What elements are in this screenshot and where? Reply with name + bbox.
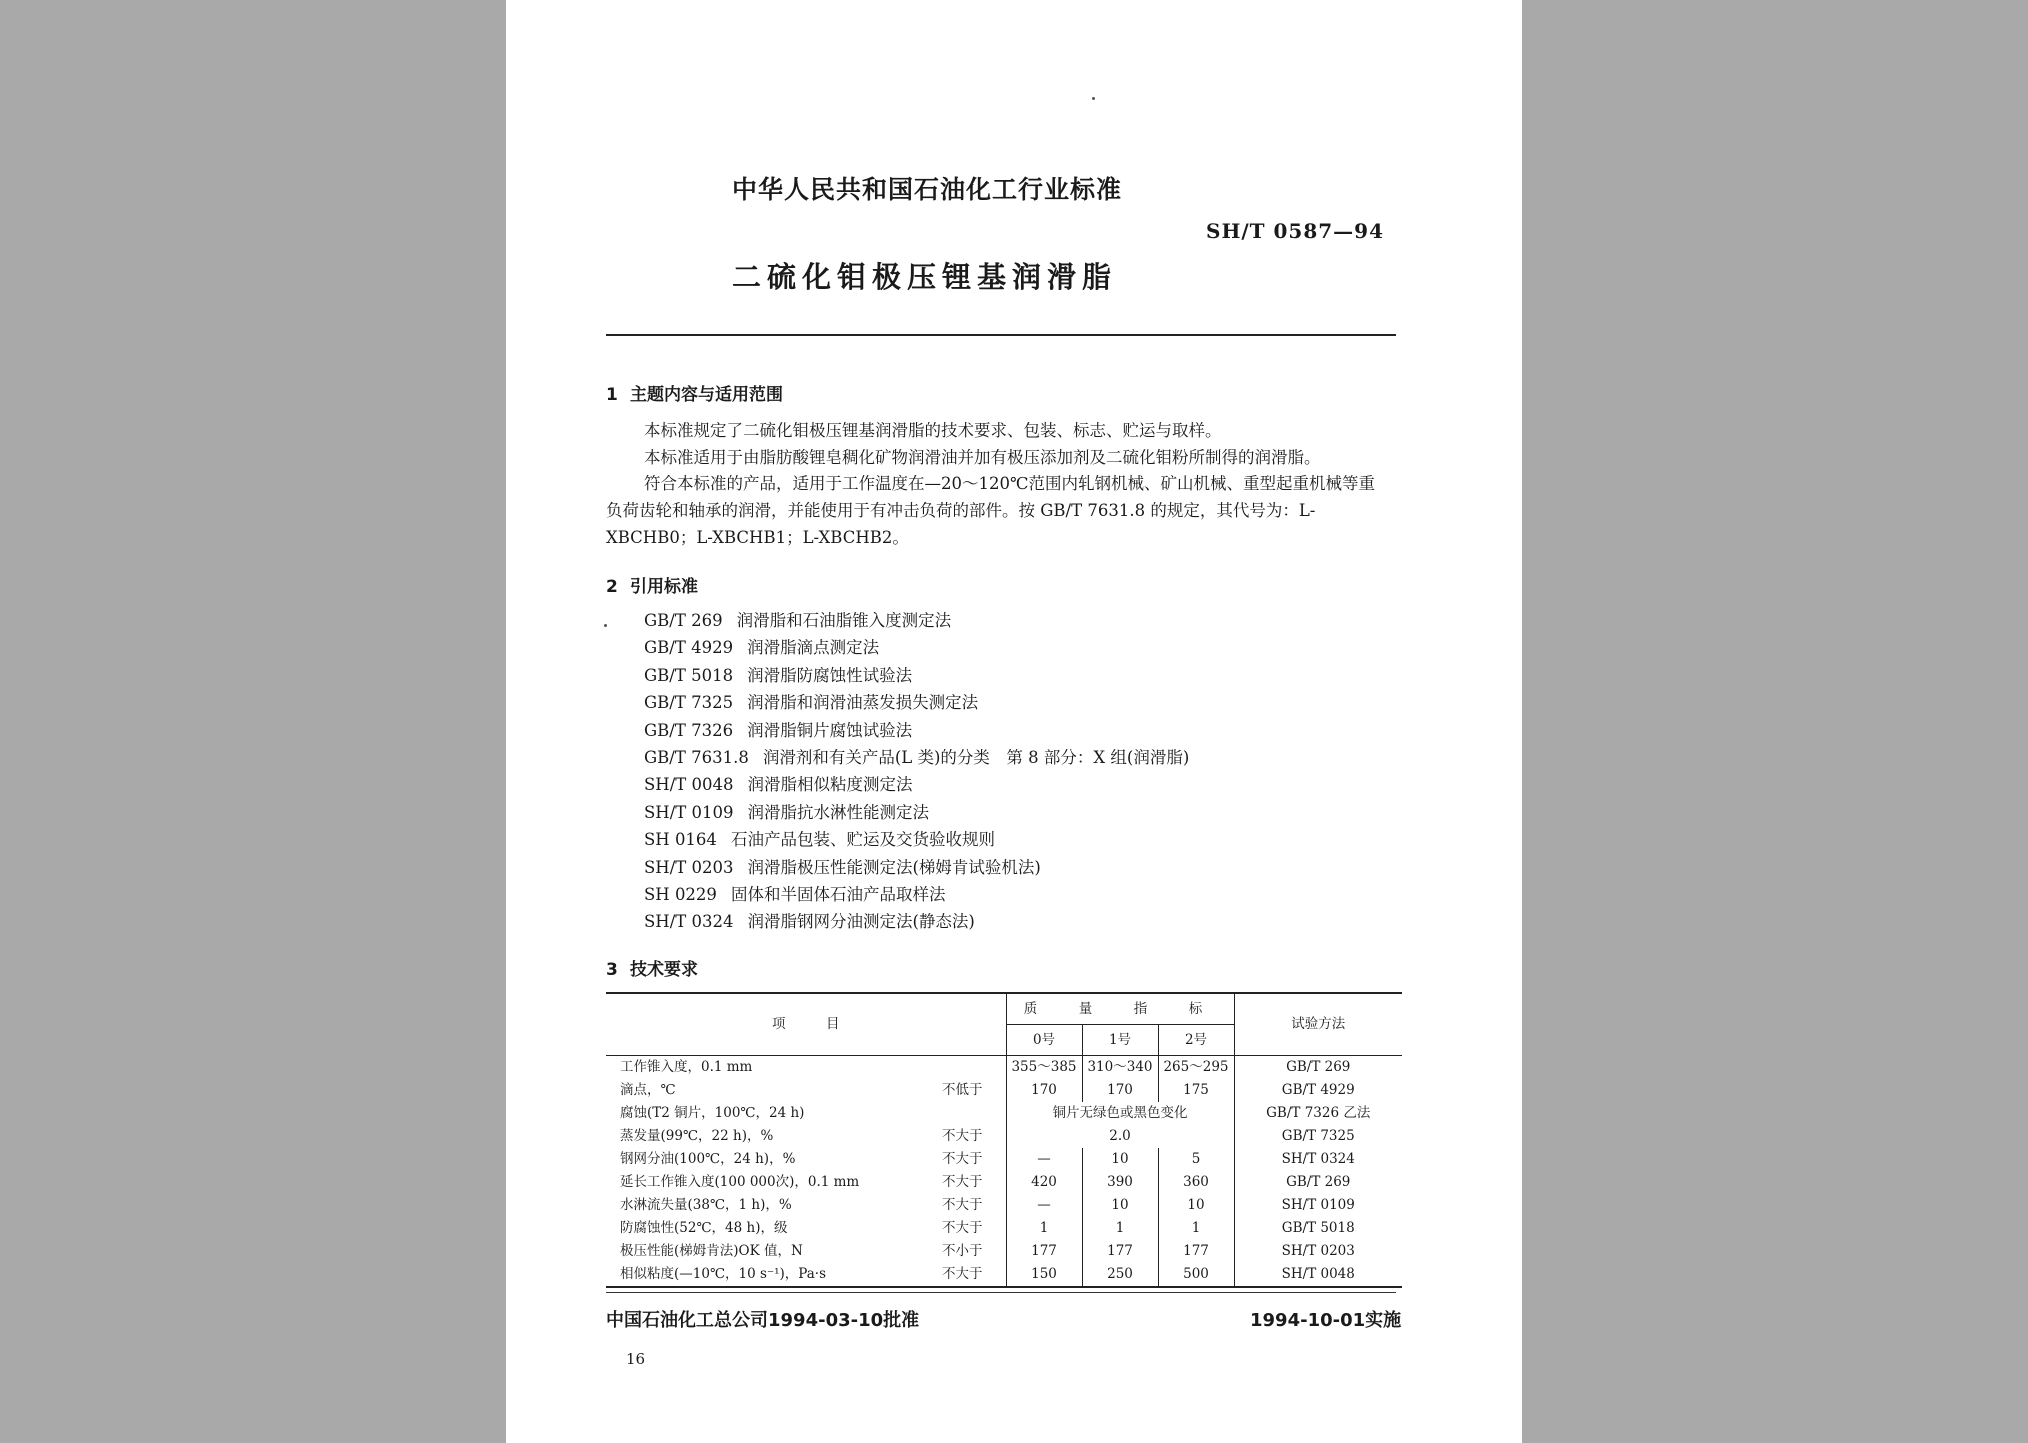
reference-code: SH/T 0109 xyxy=(644,802,734,822)
footer-divider xyxy=(606,1292,1396,1293)
table-row xyxy=(606,1263,1402,1287)
grade-1-value: 177 xyxy=(1082,1240,1158,1263)
reference-title: 润滑脂铜片腐蚀试验法 xyxy=(747,720,913,740)
method-cell: GB/T 5018 xyxy=(1234,1217,1402,1240)
section-title: 引用标准 xyxy=(630,577,698,597)
reference-title: 润滑脂相似粘度测定法 xyxy=(747,775,913,795)
scan-speck xyxy=(1092,97,1095,100)
reference-title: 固体和半固体石油产品取样法 xyxy=(730,885,946,904)
section-number: 3 xyxy=(606,960,618,980)
section-title: 技术要求 xyxy=(630,960,698,980)
column-header-grade-2: 2号 xyxy=(1158,1025,1234,1056)
reference-code: SH/T 0203 xyxy=(644,857,734,877)
column-header-grade-1: 1号 xyxy=(1082,1025,1158,1056)
table-row xyxy=(606,1194,1402,1217)
grade-0-value: 420 xyxy=(1006,1171,1082,1194)
grade-2-value: 500 xyxy=(1158,1263,1234,1287)
method-cell: GB/T 7326 乙法 xyxy=(1234,1102,1402,1125)
table-row xyxy=(606,1079,1402,1102)
item-cell: 钢网分油(100℃，24 h)，% xyxy=(620,1151,796,1167)
grade-1-value: 250 xyxy=(1082,1263,1158,1287)
paragraph-continued: 负荷齿轮和轴承的润滑，并能使用于有冲击负荷的部件。按 GB/T 7631.8 的规定，其代号为：L- xyxy=(606,501,1316,520)
method-cell: SH/T 0203 xyxy=(1234,1240,1402,1263)
reference-item xyxy=(644,689,978,716)
table-row xyxy=(606,1056,1402,1080)
grade-1-value: 10 xyxy=(1082,1148,1158,1171)
reference-title: 润滑脂和润滑油蒸发损失测定法 xyxy=(747,693,979,713)
merged-value-cell: 铜片无绿色或黑色变化 xyxy=(1006,1102,1234,1125)
grade-0-value: — xyxy=(1006,1194,1082,1217)
item-cell: 腐蚀(T2 铜片，100℃，24 h) xyxy=(620,1105,805,1121)
reference-item xyxy=(644,662,912,689)
method-cell: GB/T 269 xyxy=(1234,1056,1402,1080)
method-cell: SH/T 0324 xyxy=(1234,1148,1402,1171)
technical-requirements-table xyxy=(606,992,1402,1288)
reference-code: SH 0229 xyxy=(644,885,717,904)
merged-value-cell: 2.0 xyxy=(1006,1125,1234,1148)
grade-2-value: 175 xyxy=(1158,1079,1234,1102)
section-number: 2 xyxy=(606,577,618,597)
reference-item xyxy=(644,607,951,634)
reference-title: 石油产品包装、贮运及交货验收规则 xyxy=(730,830,995,850)
grade-0-value: 1 xyxy=(1006,1217,1082,1240)
reference-code: SH/T 0048 xyxy=(644,775,734,795)
limit-cell: 不低于 xyxy=(942,1082,983,1098)
section-3-heading xyxy=(606,955,698,980)
limit-cell: 不大于 xyxy=(942,1174,983,1190)
grade-0-value: 170 xyxy=(1006,1079,1082,1102)
reference-title: 润滑脂和石油脂锥入度测定法 xyxy=(736,611,952,630)
document-title: 二硫化钼极压锂基润滑脂 xyxy=(732,260,1118,294)
method-cell: GB/T 4929 xyxy=(1234,1079,1402,1102)
table-body xyxy=(606,1056,1402,1288)
grade-0-value: 150 xyxy=(1006,1263,1082,1287)
grade-1-value: 390 xyxy=(1082,1171,1158,1194)
grade-2-value: 360 xyxy=(1158,1171,1234,1194)
table-row xyxy=(606,1217,1402,1240)
limit-cell xyxy=(936,1102,1006,1125)
item-cell: 相似粘度(—10℃，10 s⁻¹)，Pa·s xyxy=(606,1263,936,1287)
limit-cell: 不大于 xyxy=(936,1263,1006,1287)
item-cell: 防腐蚀性(52℃，48 h)，级 xyxy=(620,1220,788,1236)
section-number: 1 xyxy=(606,385,618,405)
scan-speck xyxy=(604,624,607,627)
reference-item xyxy=(644,799,929,826)
limit-cell xyxy=(936,1056,1006,1080)
item-cell: 工作锥入度，0.1 mm xyxy=(620,1059,753,1075)
reference-item xyxy=(644,854,1041,881)
limit-cell: 不小于 xyxy=(942,1243,983,1259)
approval-line: 中国石油化工总公司1994-03-10批准 xyxy=(606,1310,920,1331)
method-cell: SH/T 0048 xyxy=(1234,1263,1402,1287)
column-header-method: 试验方法 xyxy=(1234,993,1402,1056)
reference-item xyxy=(644,717,912,744)
item-cell: 延长工作锥入度(100 000次)，0.1 mm xyxy=(620,1174,860,1190)
grade-0-value: — xyxy=(1006,1148,1082,1171)
document-page xyxy=(506,0,1522,1443)
issuer-heading: 中华人民共和国石油化工行业标准 xyxy=(732,175,1123,204)
column-header-grade-0: 0号 xyxy=(1006,1025,1082,1056)
reference-code: SH/T 0324 xyxy=(644,912,734,932)
reference-title: 润滑脂钢网分油测定法(静态法) xyxy=(747,912,975,932)
grade-1-value: 10 xyxy=(1082,1194,1158,1217)
reference-title: 润滑脂防腐蚀性试验法 xyxy=(747,665,913,685)
grade-1-value: 170 xyxy=(1082,1079,1158,1102)
method-cell: GB/T 269 xyxy=(1234,1171,1402,1194)
reference-item xyxy=(644,881,945,908)
reference-title: 润滑脂滴点测定法 xyxy=(747,638,880,658)
grade-2-value: 10 xyxy=(1158,1194,1234,1217)
method-cell: SH/T 0109 xyxy=(1234,1194,1402,1217)
reference-item xyxy=(644,908,975,935)
reference-code: GB/T 7325 xyxy=(644,693,734,713)
table-row xyxy=(606,1240,1402,1263)
method-cell: GB/T 7325 xyxy=(1234,1125,1402,1148)
paragraph-continued: XBCHB0；L-XBCHB1；L-XBCHB2。 xyxy=(606,528,909,547)
item-cell: 极压性能(梯姆肯法)OK 值，N xyxy=(620,1243,803,1259)
reference-code: GB/T 7631.8 xyxy=(644,748,749,767)
standard-number: SH/T 0587—94 xyxy=(1206,219,1384,243)
reference-code: GB/T 5018 xyxy=(644,665,734,685)
grade-2-value: 1 xyxy=(1158,1217,1234,1240)
column-header-quality: 质 量 指 标 xyxy=(1006,993,1234,1025)
grade-1-value: 310～340 xyxy=(1082,1056,1158,1080)
table-row xyxy=(606,1148,1402,1171)
reference-item xyxy=(644,744,1189,771)
grade-0-value: 177 xyxy=(1006,1240,1082,1263)
reference-code: GB/T 269 xyxy=(644,611,723,630)
paragraph: 符合本标准的产品，适用于工作温度在—20～120℃范围内轧钢机械、矿山机械、重型起重机械等重 xyxy=(644,474,1375,493)
item-cell: 蒸发量(99℃，22 h)，% xyxy=(620,1128,774,1144)
limit-cell: 不大于 xyxy=(942,1220,983,1236)
item-cell: 水淋流失量(38℃，1 h)，% xyxy=(620,1197,792,1213)
section-2-heading xyxy=(606,572,698,597)
limit-cell: 不大于 xyxy=(942,1151,983,1167)
section-title: 主题内容与适用范围 xyxy=(630,385,783,405)
table-row xyxy=(606,1171,1402,1194)
limit-cell: 不大于 xyxy=(942,1197,983,1213)
reference-title: 润滑脂极压性能测定法(梯姆肯试验机法) xyxy=(747,857,1041,877)
table-row xyxy=(606,1102,1402,1125)
section-1-heading xyxy=(606,380,783,405)
column-header-item: 项 目 xyxy=(606,993,1006,1056)
item-cell: 滴点，℃ xyxy=(620,1082,676,1098)
title-divider xyxy=(606,334,1396,336)
reference-item xyxy=(644,826,995,853)
grade-1-value: 1 xyxy=(1082,1217,1158,1240)
reference-title: 润滑脂抗水淋性能测定法 xyxy=(747,802,929,822)
reference-code: SH 0164 xyxy=(644,830,717,850)
grade-2-value: 5 xyxy=(1158,1148,1234,1171)
reference-title: 润滑剂和有关产品(L 类)的分类 第 8 部分：X 组(润滑脂) xyxy=(762,748,1190,767)
reference-item xyxy=(644,771,913,798)
paragraph: 本标准适用于由脂肪酸锂皂稠化矿物润滑油并加有极压添加剂及二硫化钼粉所制得的润滑脂。 xyxy=(644,448,1321,467)
effective-date: 1994-10-01实施 xyxy=(1250,1310,1402,1331)
reference-code: GB/T 7326 xyxy=(644,720,734,740)
grade-2-value: 177 xyxy=(1158,1240,1234,1263)
reference-item xyxy=(644,634,879,661)
paragraph: 本标准规定了二硫化钼极压锂基润滑脂的技术要求、包装、标志、贮运与取样。 xyxy=(644,421,1222,440)
grade-2-value: 265～295 xyxy=(1158,1056,1234,1080)
reference-code: GB/T 4929 xyxy=(644,638,734,658)
limit-cell: 不大于 xyxy=(942,1128,983,1144)
table-row xyxy=(606,1125,1402,1148)
page-number: 16 xyxy=(626,1350,646,1368)
grade-0-value: 355～385 xyxy=(1006,1056,1082,1080)
